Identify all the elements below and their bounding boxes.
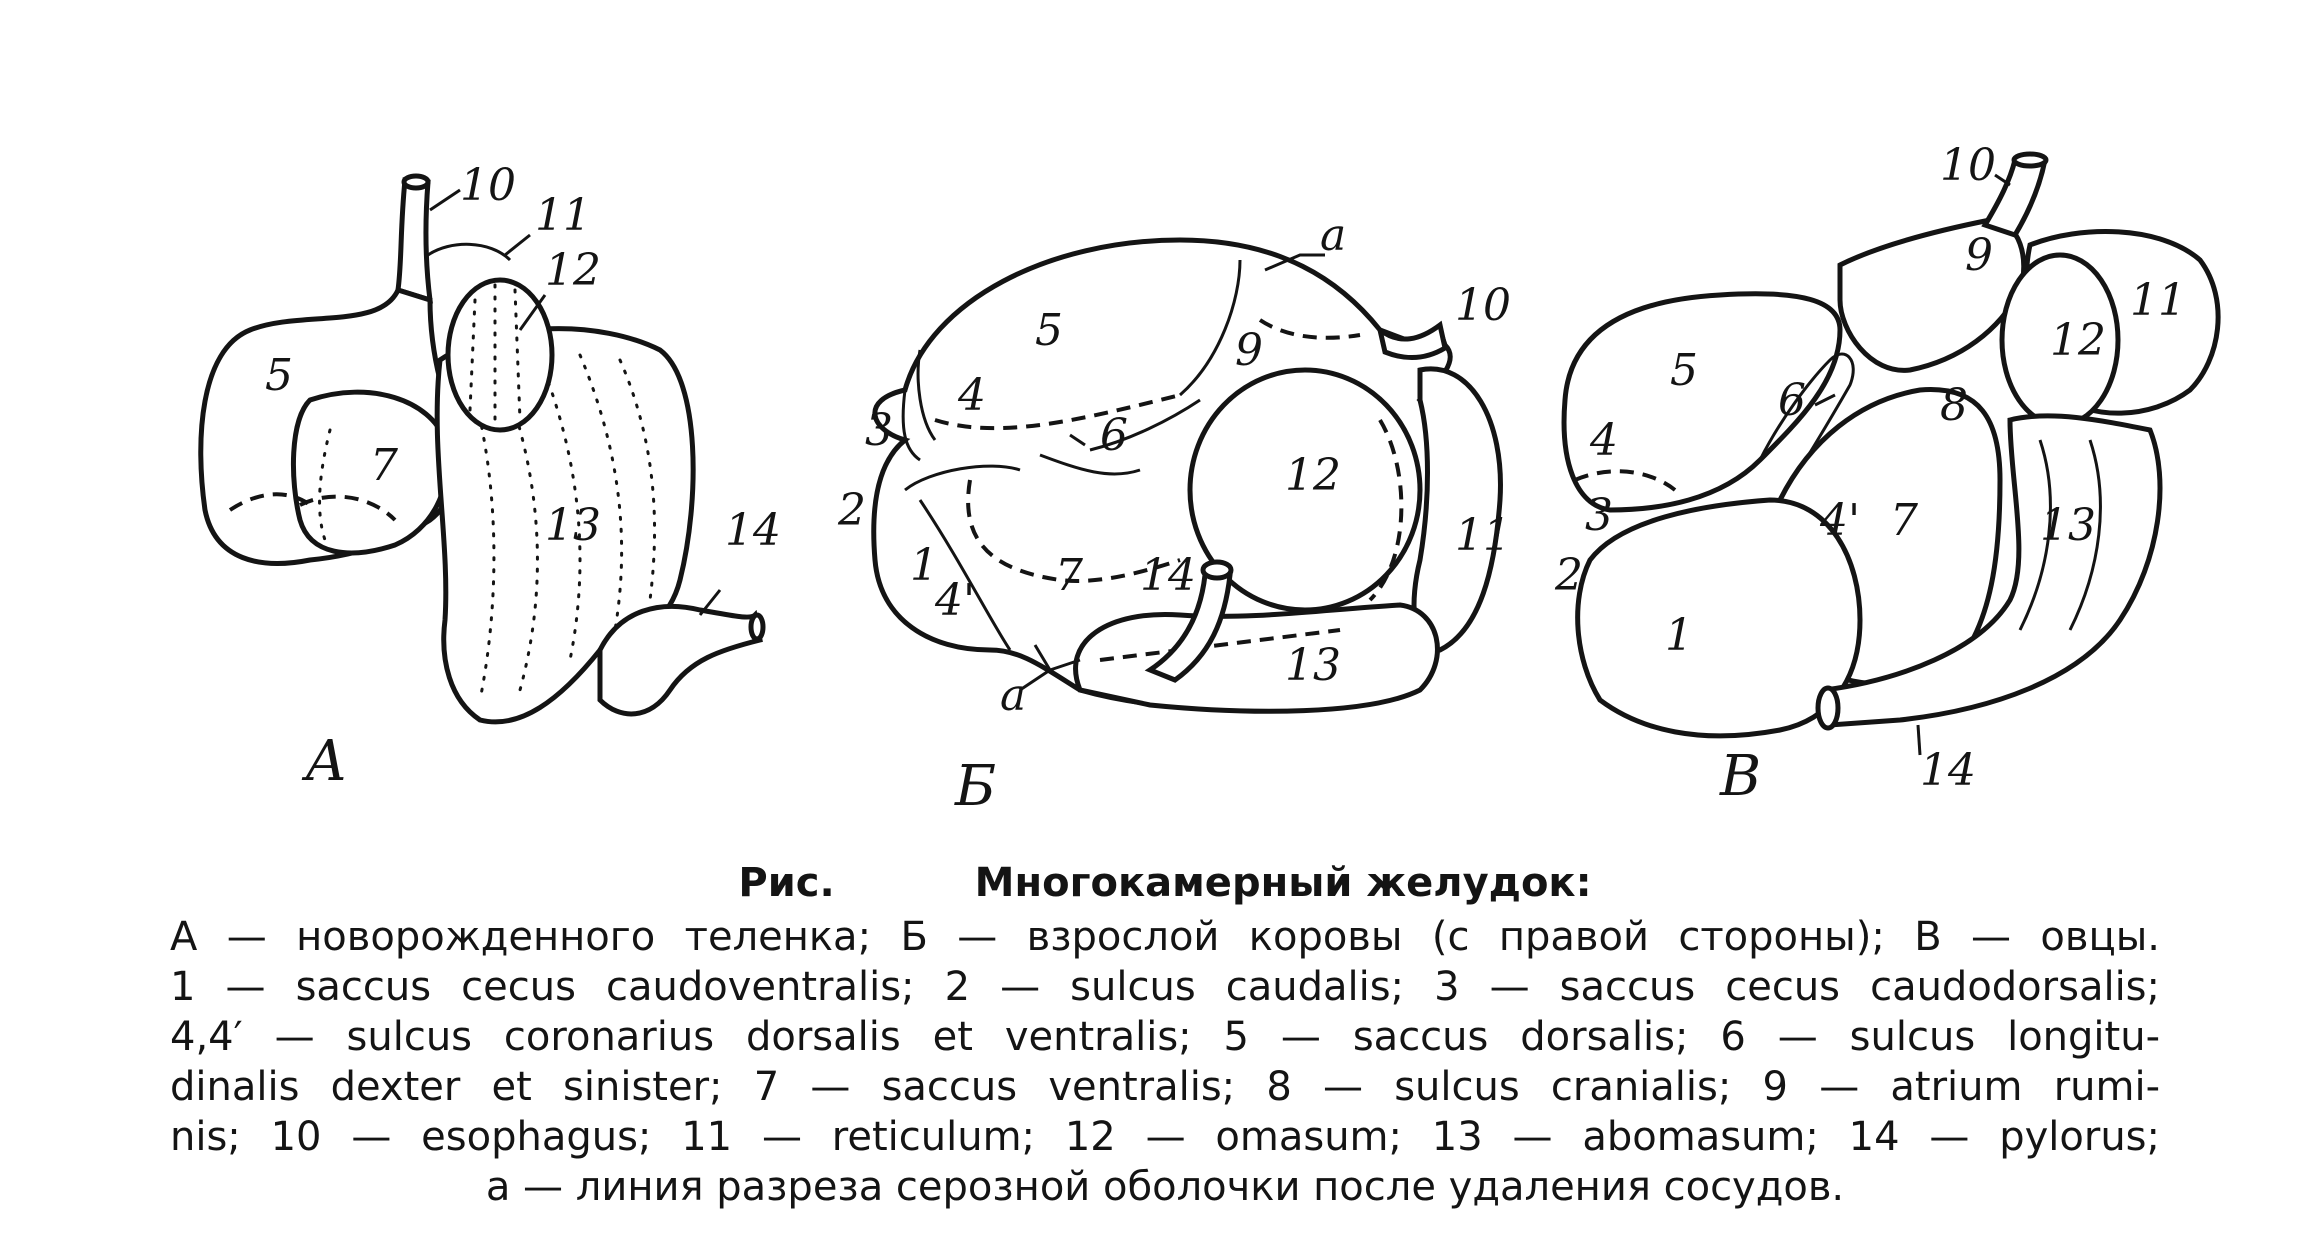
c-label-14: 14 <box>1920 745 1976 796</box>
c-pylorus <box>1818 688 1838 728</box>
c-label-13: 13 <box>2040 500 2096 551</box>
b-label-1: 1 <box>910 540 938 591</box>
c-label-7: 7 <box>1890 495 1918 546</box>
caption-line: a — линия разреза серозной оболочки после удаления сосудов. <box>485 1164 1845 1210</box>
b-label-3: 3 <box>865 405 893 456</box>
a-label-14: 14 <box>725 505 781 556</box>
c-label-4: 4 <box>1590 415 1618 466</box>
c-label-3: 3 <box>1585 490 1613 541</box>
caption-line: dinalis dexter et sinister; 7 — saccus ventralis; 8 — sulcus cranialis; 9 — atrium rumi- <box>170 1064 2160 1110</box>
c-label-9: 9 <box>1965 230 1993 281</box>
b-label-4: 4 <box>958 370 986 421</box>
panel-letter-a: А <box>305 729 348 794</box>
caption-line: 4,4′ — sulcus coronarius dorsalis et ventralis; 5 — saccus dorsalis; 6 — sulcus longitu- <box>170 1014 2160 1060</box>
b-label-12: 12 <box>1285 450 1341 501</box>
caption-line: nis; 10 — esophagus; 11 — reticulum; 12 — omasum; 13 — abomasum; 14 — pylorus; <box>170 1114 2160 1160</box>
a-pylorus <box>600 606 760 714</box>
a-esophagus <box>398 180 430 300</box>
c-label-5: 5 <box>1670 345 1698 396</box>
b-label-a-bottom: a <box>1000 670 1027 721</box>
caption-line: А — новорожденного теленка; Б — взрослой коровы (с правой стороны); В — овцы. <box>170 914 2160 960</box>
c-label-6: 6 <box>1778 375 1806 426</box>
b-esophagus <box>1380 325 1445 358</box>
c-atrium <box>1840 220 2024 370</box>
c-label-11: 11 <box>2130 275 2186 326</box>
b-label-14: 14 <box>1140 550 1196 601</box>
caption-line: 1 — saccus cecus caudoventralis; 2 — sulcus caudalis; 3 — saccus cecus caudodorsalis; <box>170 964 2160 1010</box>
caption-title <box>170 858 2160 908</box>
panel-letter-b: Б <box>955 754 997 819</box>
a-label-12: 12 <box>545 245 601 296</box>
b-label-13: 13 <box>1285 640 1341 691</box>
b-label-a-top: a <box>1320 210 1347 261</box>
a-label-13: 13 <box>545 500 601 551</box>
c-label-10: 10 <box>1940 140 1996 191</box>
figure-title: Многокамерный желудок: <box>974 860 1592 906</box>
b-label-11: 11 <box>1455 510 1511 561</box>
c-label-2: 2 <box>1555 550 1583 601</box>
a-label-5: 5 <box>265 350 293 401</box>
b-label-4prime: 4' <box>935 575 976 626</box>
a-label-10: 10 <box>460 160 516 211</box>
b-label-2: 2 <box>838 485 866 536</box>
figure-caption <box>170 858 2160 1212</box>
panel-b <box>837 210 1511 819</box>
panel-c <box>1554 140 2218 809</box>
panel-letter-c: В <box>1720 744 1762 809</box>
b-label-9: 9 <box>1235 325 1263 376</box>
figure-number: Рис. <box>738 860 835 906</box>
panel-a <box>201 160 781 794</box>
a-label-7: 7 <box>370 440 398 491</box>
a-label-11: 11 <box>535 190 591 241</box>
c-label-4prime: 4' <box>1820 495 1861 546</box>
c-label-8: 8 <box>1940 380 1968 431</box>
a-omasum <box>448 280 552 430</box>
b-label-7: 7 <box>1055 550 1083 601</box>
b-label-5: 5 <box>1035 305 1063 356</box>
c-label-12: 12 <box>2050 315 2106 366</box>
b-label-10: 10 <box>1455 280 1511 331</box>
c-label-1: 1 <box>1665 610 1693 661</box>
b-label-6: 6 <box>1100 410 1128 461</box>
